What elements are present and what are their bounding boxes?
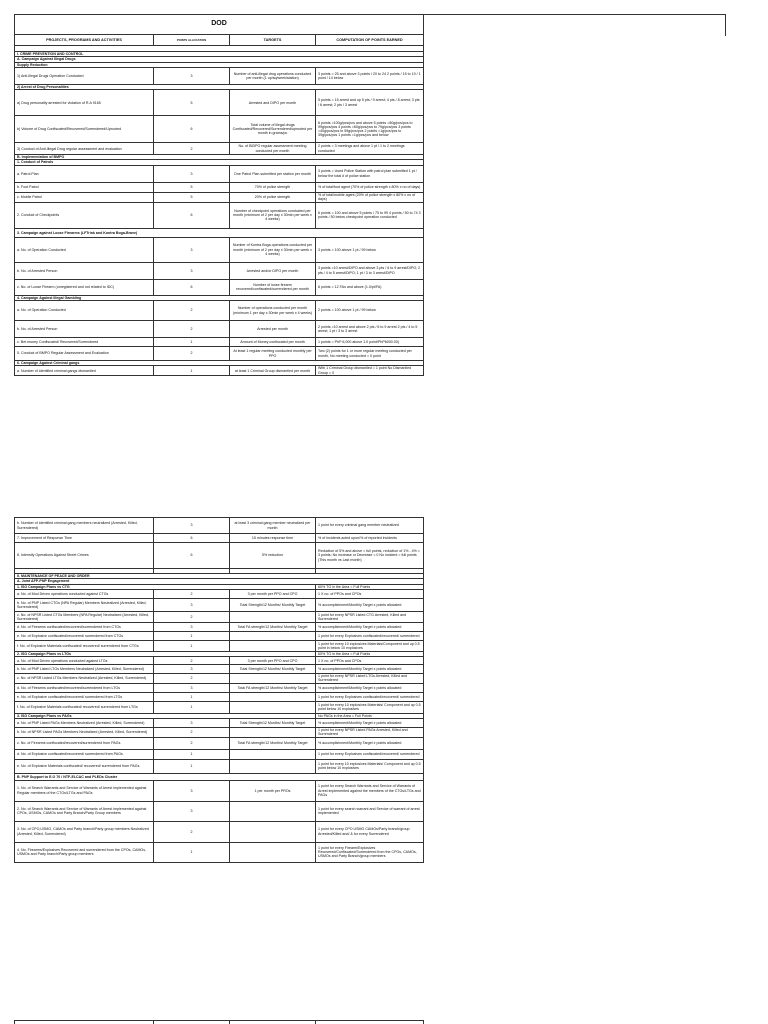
points-cell: 1 — [154, 366, 230, 376]
table-row — [15, 759, 424, 773]
points-cell: 1 — [154, 842, 230, 862]
points-cell: 1 — [154, 640, 230, 651]
computation-cell: 6 points = 12 FAs and above (1.0/pt/FA) — [316, 279, 424, 295]
computation-cell: 2 points = 3 meetings and above 1 pt / 1 to 2 meetings conducted — [316, 143, 424, 155]
table-row — [15, 366, 424, 376]
table-row — [15, 801, 424, 821]
points-cell: 3 — [154, 237, 230, 262]
computation-cell: Two (2) points for 1 or more regular meeting conducted per month, No meeting conducted = 0 point — [316, 347, 424, 361]
activity-cell: f. No. of Explosive Materials confiscated/ recovered/ surrendered from LTGs — [15, 701, 154, 713]
computation-cell: % accomplishment/Monthly Target x points allocated — [316, 719, 424, 728]
points-cell: 2 — [154, 347, 230, 361]
target-cell: Number of checkpoint operations conducted per month (minimum of 2 per day x 30min per week x 4 weeks) — [230, 202, 316, 228]
target-cell — [230, 749, 316, 759]
activity-cell: d. No. of Explosive confiscated/recovered/ surrendered from PAGs — [15, 749, 154, 759]
table-row — [15, 622, 424, 631]
table-row — [15, 262, 424, 279]
computation-cell: 6 points = 100 and above 5 points / 75 to 99 4 points / 50 to 74 3 points / 50 below checkpoint operation conducted — [316, 202, 424, 228]
points-cell: 1 — [154, 759, 230, 773]
table-row — [15, 116, 424, 143]
target-cell: 70% of police strength — [230, 182, 316, 192]
points-cell: 1 — [154, 338, 230, 347]
activity-cell: 7. Improvement of Response Time — [15, 534, 154, 543]
target-cell — [230, 842, 316, 862]
section-heading: 3. Campaign against Loose Firearms (LFTrink and Kontra Boga-Brave) — [15, 228, 424, 237]
column-header-computation: COMPUTATION OF POINTS EARNED — [316, 35, 424, 46]
points-cell: 3 — [154, 262, 230, 279]
section-note: 60% TG in the Area = Full Points — [316, 584, 424, 589]
target-cell — [230, 701, 316, 713]
activity-cell: d. No. of Firearms confiscated/recovered/surrendered from CTGs — [15, 622, 154, 631]
target-cell — [230, 759, 316, 773]
table-row — [15, 692, 424, 701]
points-cell: 5 — [154, 90, 230, 116]
section-note: 60% TG in the Area = Full Points — [316, 651, 424, 656]
table-row — [15, 534, 424, 543]
table-row — [15, 737, 424, 749]
activity-cell: 2. No. of Search Warrants and Service of Warrants of Arrest implemented against CPOs, USMOs, CAMOs and Party Branch/Party Group members — [15, 801, 154, 821]
section-heading: B. Implementation of BMPO — [15, 155, 424, 160]
computation-cell: 1 point for every Search Warrants and Service of Warrants of Arrest implemented against the members of the CTGs/LTGs and PAGs — [316, 780, 424, 801]
page-3-cell — [230, 1021, 316, 1024]
points-cell: 6 — [154, 279, 230, 295]
activity-cell: c. Mobile Patrol — [15, 192, 154, 202]
section-heading: A. Joint AFP-PNP Engagement — [15, 579, 424, 584]
activity-cell: b. Number of identified criminal gang members neutralized (Arrested, Killed, Surrendered) — [15, 518, 154, 534]
activity-cell: b. No. of Arrested Person — [15, 262, 154, 279]
activity-cell: c. No. of Firearms confiscated/recovered/surrendered from PAGs — [15, 737, 154, 749]
target-cell: 3 per month per PPO and CPO — [230, 589, 316, 598]
section-heading: 4. Campaign Against Illegal Gambling — [15, 295, 424, 300]
computation-cell: 3 points =10 arrest/DIPO and above 3 pts / 6 to 9 arrest/DIPO; 2 pts / 4 to 5 arrest/DIPO; 1 pt / 3 to 3 arrest/DIPO — [316, 262, 424, 279]
points-cell: 3 — [154, 165, 230, 182]
table-row — [15, 821, 424, 842]
activity-cell: 8. Intensify Operations Against Street Crimes — [15, 543, 154, 569]
table-row — [15, 67, 424, 84]
target-cell — [230, 640, 316, 651]
section-row — [15, 228, 424, 237]
computation-cell: 1 points = PhP 6,000 above 1.0 point/PhP6000.00) — [316, 338, 424, 347]
computation-cell: % accomplishment/Monthly Target x points allocated — [316, 737, 424, 749]
points-cell: 1 — [154, 692, 230, 701]
target-cell: Number of loose firearm recovered/confiscated/surrendered per month — [230, 279, 316, 295]
computation-cell: 1 point for every Explosives confiscated/recovered/ surrendered — [316, 749, 424, 759]
activity-cell: a. No. of PNP Listed PAGs Members Neutralized (Arrested, Killed, Surrendered) — [15, 719, 154, 728]
points-cell: 5 — [154, 182, 230, 192]
page-top-rule — [423, 14, 725, 15]
page-3-cell — [15, 1021, 154, 1024]
points-cell: 3 — [154, 598, 230, 611]
target-cell: Arrested and DIPO per month — [230, 90, 316, 116]
points-cell: 1 — [154, 701, 230, 713]
target-cell: Total Strength/12 Months/ Monthly Target — [230, 719, 316, 728]
table-row — [15, 842, 424, 862]
section-heading: 1. ISO Campaign Plans vs CTG — [15, 584, 316, 589]
activity-cell: f. No. of Explosive Materials confiscated/ recovered/ surrendered from CTGs — [15, 640, 154, 651]
computation-cell: % of total/foot agent (70% of police strength x 80% x no of days) — [316, 182, 424, 192]
table-row — [15, 165, 424, 182]
table-row — [15, 631, 424, 640]
section-heading: Supply Reduction — [15, 62, 424, 67]
activity-cell: e. No. of Explosive confiscated/recovered/ surrendered from CTGs — [15, 631, 154, 640]
target-cell: Arrested per month — [230, 321, 316, 338]
target-cell — [230, 631, 316, 640]
activity-cell: b. No. of PNP Listed CTGs (NPA Regular) Members Neutralized (Arrested, Killed, Surrendered) — [15, 598, 154, 611]
computation-cell: 1 point for every criminal gang member neutralized — [316, 518, 424, 534]
column-header-targets: TARGETS — [230, 35, 316, 46]
computation-cell: 3 points = 25 and above 3 points / 20 to 24 2 points / 15 to 19 / 1 point / 14 below — [316, 67, 424, 84]
computation-cell: 1 point for every 10 explosives Materials/ Component and up 0.5 point below 10 explosives — [316, 759, 424, 773]
points-cell: 6 — [154, 543, 230, 569]
section-heading: B. PNP Support to E.O 70 / NTF-ELCAC and PLEDs Cluster — [15, 773, 424, 780]
table-row — [15, 683, 424, 692]
computation-cell: 2 points =10 arrest and above 2 pts / 6 to 9 arrest 2 pts / 4 to 5 arrest; 1 pt / 3 to 3 arrest — [316, 321, 424, 338]
target-cell: 1 per month per PROs — [230, 780, 316, 801]
target-cell: Total Strength/12 Months/ Monthly Target — [230, 665, 316, 674]
target-cell: Total volume of illegal drugs Confiscated/Recovered/Surrendered/uprooted per month in grams/pc — [230, 116, 316, 143]
target-cell: at least 1 Criminal Group dismantled per month — [230, 366, 316, 376]
target-cell — [230, 821, 316, 842]
points-cell: 2 — [154, 737, 230, 749]
table-row — [15, 657, 424, 665]
computation-cell: Reduction of 5% and above = full points, reduction of 1% - 4% = 3 points; No increase or Decrease = 0 No incident = full points (This month vs Last month) — [316, 543, 424, 569]
table-row — [15, 279, 424, 295]
computation-cell: 1 X no. of PPOs and CPOs — [316, 657, 424, 665]
computation-cell: 6 points =100g/pcs/pcs and above 5 points =80g/pcs/pcs to 99g/pcs/pcs 4 points =60g/pcs/pcs to 79g/pcs/pcs 3 points =40g/pcs/pcs to 59g/pcs/pcs 2 points =1g/pcs/pcs to 39g/pcs/pcs 1 points =1g/pcs/pcs and below — [316, 116, 424, 143]
computation-cell: 1 point for every NPSR Listed LTGs Arrested, Killed and Surrendered — [316, 674, 424, 684]
target-cell — [230, 801, 316, 821]
target-cell: at least 3 criminal gang member neutralized per month — [230, 518, 316, 534]
section-heading: A. Campaign Against Illegal Drugs — [15, 57, 424, 62]
target-cell — [230, 611, 316, 622]
computation-cell: % accomplishment/Monthly Target x points allocated — [316, 598, 424, 611]
page-3-cell — [154, 1021, 230, 1024]
table-row — [15, 301, 424, 321]
points-cell: 2 — [154, 321, 230, 338]
points-cell: 2 — [154, 589, 230, 598]
target-cell: 3 per month per PPO and CPO — [230, 657, 316, 665]
column-header-projects: PROJECTS, PROGRAMS AND ACTIVITIES — [15, 35, 154, 46]
activity-cell: c. No. of NPSR Listed LTGs Members Neutralized (Arrested, Killed, Surrendered) — [15, 674, 154, 684]
page-3-cell — [316, 1021, 424, 1024]
target-cell — [230, 674, 316, 684]
computation-cell: % accomplishment/Monthly Target x points allocated — [316, 683, 424, 692]
table-row — [15, 347, 424, 361]
target-cell: Arrested and/or DIPO per month — [230, 262, 316, 279]
points-cell: 6 — [154, 116, 230, 143]
activity-cell: 2. Conduct of Checkpoints — [15, 202, 154, 228]
points-cell: 1 — [154, 631, 230, 640]
activity-cell: 5. Conduct of BMPO Regular Assessment and Evaluation — [15, 347, 154, 361]
table-row — [15, 719, 424, 728]
computation-cell: 1 point for every search warrant and Service of warrant of arrest implemented — [316, 801, 424, 821]
section-note: No PAGs in the Area = Full Points — [316, 713, 424, 718]
document-page-2 — [0, 517, 768, 947]
activity-cell: c. No. of NPSR Listed CTGs Members (NPA Regular) Neutralized (Arrested, Killed, Surrendered) — [15, 611, 154, 622]
page-1-rows — [15, 52, 424, 376]
activity-cell: b. No. of NPSR Listed PAGs Members Neutralized (Arrested, Killed, Surrendered) — [15, 728, 154, 738]
activity-cell: a. Number of identified criminal gangs dismantled — [15, 366, 154, 376]
computation-cell: 1 point for every Explosives confiscated/recovered/ surrendered — [316, 692, 424, 701]
activity-cell: c. No. of Loose Firearm (unregistered and not related to IDC) — [15, 279, 154, 295]
table-row — [15, 192, 424, 202]
activity-cell: e. No. of Explosive Materials confiscated/ recovered/ surrendered from PAGs — [15, 759, 154, 773]
target-cell: Number of operations conducted per month (minimum 1 per day x 30min per week x 4 weeks) — [230, 301, 316, 321]
activity-cell: a. No. of Mod Driven operations conducted against LTGs — [15, 657, 154, 665]
computation-cell: 2 points = 100 above 1 pt / 99 below — [316, 301, 424, 321]
document-page-1 — [0, 0, 768, 460]
activity-cell: 4. No. Firearms/Explosives Recovered and surrendered from the CPOs, CAMOs, USMOs and Party branch/Party group members — [15, 842, 154, 862]
points-cell: 2 — [154, 143, 230, 155]
table-row — [15, 338, 424, 347]
points-cell: 3 — [154, 719, 230, 728]
computation-cell: 1 point for every NPSR Listed CTG Arrested, Killed and Surrendered — [316, 611, 424, 622]
section-row — [15, 773, 424, 780]
report-table-page-1 — [14, 14, 424, 376]
points-cell: 2 — [154, 657, 230, 665]
points-cell: 3 — [154, 518, 230, 534]
activity-cell: d. No. of Firearms confiscated/recovered/surrendered from LTGs — [15, 683, 154, 692]
points-cell: 3 — [154, 780, 230, 801]
section-heading: 6. Campaign Against Criminal gangs — [15, 361, 424, 366]
section-heading: 2) Arrest of Drug Personalities — [15, 84, 424, 89]
computation-cell: % accomplishment/Monthly Target x points allocated — [316, 622, 424, 631]
points-cell: 3 — [154, 801, 230, 821]
target-cell — [230, 692, 316, 701]
computation-cell: 1 point for every CPO USMO CAMOs/Party branch/group Arrested/Killed and/ & for every Surrendered — [316, 821, 424, 842]
target-cell: Total Strength/12 Months/ Monthly Target — [230, 598, 316, 611]
activity-cell: b. Foot Patrol — [15, 182, 154, 192]
points-cell: 3 — [154, 67, 230, 84]
points-cell: 2 — [154, 301, 230, 321]
activity-cell: 3. No. of CPO,USMO, CAMOs and Party branch/Party group members Neutralized (Arrested, Killed, Surrendered) — [15, 821, 154, 842]
points-cell: 2 — [154, 728, 230, 738]
table-row — [15, 611, 424, 622]
section-heading: 2. ISO Campaign Plans vs LTGs — [15, 651, 316, 656]
table-row — [15, 665, 424, 674]
computation-cell: 3 points = Used Police Station with patrol plan submitted 1 pt / below the total # of police station — [316, 165, 424, 182]
target-cell: No. of BIDPO regular assessment meeting conducted per month — [230, 143, 316, 155]
table-row — [15, 589, 424, 598]
computation-cell: 1 point for every 10 explosives Materials/Component and up 0.5 point in below 10 explosives — [316, 640, 424, 651]
section-heading: I. CRIME PREVENTION AND CONTROL — [15, 52, 424, 57]
points-cell: 3 — [154, 665, 230, 674]
computation-cell: 1 point for every NPSR Listed PAGs Arrested, Killed and Surrendered — [316, 728, 424, 738]
target-cell: 15 minutes response time — [230, 534, 316, 543]
activity-cell: a. Patrol Plan — [15, 165, 154, 182]
activity-cell: b. No. of PNP Listed LTGs Members Neutralized (Arrested, Killed, Surrendered) — [15, 665, 154, 674]
table-row — [15, 237, 424, 262]
computation-cell: 1 point for every Explosives confiscated/recovered/ surrendered — [316, 631, 424, 640]
computation-cell: 1 X no. of PPOs and CPOs — [316, 589, 424, 598]
page-2-rows — [15, 518, 424, 863]
section-heading: 1. Conduct of Patrols — [15, 160, 424, 165]
table-row — [15, 182, 424, 192]
computation-cell: 1 point for every 10 explosives Materials/ Component and up 0.5 point below 10 explosives — [316, 701, 424, 713]
activity-cell: b) Volume of Drug Confiscated/Recovered/Surrendered/Uprooted — [15, 116, 154, 143]
computation-cell: 1 point for every Firearm/Explosives Recovered/Confiscated/Surrendered from the CPOs, CAMOs, USMOs and Party Branch/group members — [316, 842, 424, 862]
target-cell: Number of Kontra Boga operations conducted per month (minimum of 2 per day x 30min per week x 4 weeks) — [230, 237, 316, 262]
computation-cell: % accomplishment/Monthly Target x points allocated — [316, 665, 424, 674]
target-cell: Total FA strength/12 Months/ Monthly Target — [230, 737, 316, 749]
computation-cell: 3 points = 100 above 1 pt / 99 below — [316, 237, 424, 262]
table-row — [15, 202, 424, 228]
computation-cell: % of total/mobile agent (20% of police strength x 80% x no of days) — [316, 192, 424, 202]
report-table-page-3 — [14, 1020, 424, 1024]
target-cell — [230, 728, 316, 738]
activity-cell: a. No. of Operation Conducted — [15, 301, 154, 321]
target-cell: 20% of police strength — [230, 192, 316, 202]
table-row — [15, 543, 424, 569]
points-cell: 2 — [154, 611, 230, 622]
points-cell: 6 — [154, 202, 230, 228]
activity-cell: a. No. of Mod Driven operations conducted against CTGs — [15, 589, 154, 598]
report-table-page-2 — [14, 517, 424, 863]
points-cell: 2 — [154, 821, 230, 842]
table-row — [15, 640, 424, 651]
points-cell: 6 — [154, 534, 230, 543]
activity-cell: a. No. of Operation Conducted — [15, 237, 154, 262]
target-cell: Total FA strength/12 Months/ Monthly Target — [230, 683, 316, 692]
activity-cell: 3) Conduct of Anti-Illegal Drug regular assessment and evaluation — [15, 143, 154, 155]
computation-cell: 5 points = 15 arrest and up 5 pts / 9 arrest; 4 pts / 8 arrest; 3 pts / 6 arrest; 2 pts / 3 arrest — [316, 90, 424, 116]
points-cell: 3 — [154, 622, 230, 631]
activity-cell: b. No. of Arrested Person — [15, 321, 154, 338]
table-row — [15, 90, 424, 116]
points-cell: 5 — [154, 192, 230, 202]
table-row — [15, 598, 424, 611]
table-row — [15, 728, 424, 738]
activity-cell: c. Bet money Confiscated/ Recovered/Surrendered — [15, 338, 154, 347]
points-cell: 1 — [154, 749, 230, 759]
table-row — [15, 780, 424, 801]
table-row — [15, 674, 424, 684]
document-title: DOD — [15, 15, 424, 35]
section-heading: II. MAINTENANCE OF PEACE AND ORDER — [15, 574, 424, 579]
activity-cell: a) Drug personality arrested for violation of R.A 9165 — [15, 90, 154, 116]
document-page-3-top — [0, 1020, 768, 1024]
points-cell: 3 — [154, 683, 230, 692]
table-row — [15, 143, 424, 155]
computation-cell: % of incidents acted upon/% of reported incidents — [316, 534, 424, 543]
computation-cell: With 1 Criminal Group dismantled = 1 point No Dismantled Group = 0 — [316, 366, 424, 376]
points-cell: 2 — [154, 674, 230, 684]
page-right-border — [725, 14, 726, 36]
table-row — [15, 321, 424, 338]
target-cell: Amount of Money confiscated per month — [230, 338, 316, 347]
table-row — [15, 518, 424, 534]
target-cell: At least 1 regular meeting conducted monthly per PPO — [230, 347, 316, 361]
target-cell: Total FA strength/12 Months/ Monthly Target — [230, 622, 316, 631]
table-row — [15, 749, 424, 759]
activity-cell: e. No. of Explosive confiscated/recovered/ surrendered from LTGs — [15, 692, 154, 701]
table-row — [15, 701, 424, 713]
section-heading: 3. ISO Campaign Plans vs PAGs — [15, 713, 316, 718]
target-cell: One Patrol Plan submitted per station per month — [230, 165, 316, 182]
activity-cell: 1) Anti-Illegal Drugs Operation Conducted — [15, 67, 154, 84]
target-cell: 5% reduction — [230, 543, 316, 569]
target-cell: Number of anti-illegal drug operations conducted per month (1 op/sq/week/station) — [230, 67, 316, 84]
column-header-points-allocation: POINTS ALLOCATION — [154, 35, 230, 46]
activity-cell: 1. No. of Search Warrants and Service of Warrants of Arrest implemented against Regular members of the CTGs/LTGs and PAGs — [15, 780, 154, 801]
